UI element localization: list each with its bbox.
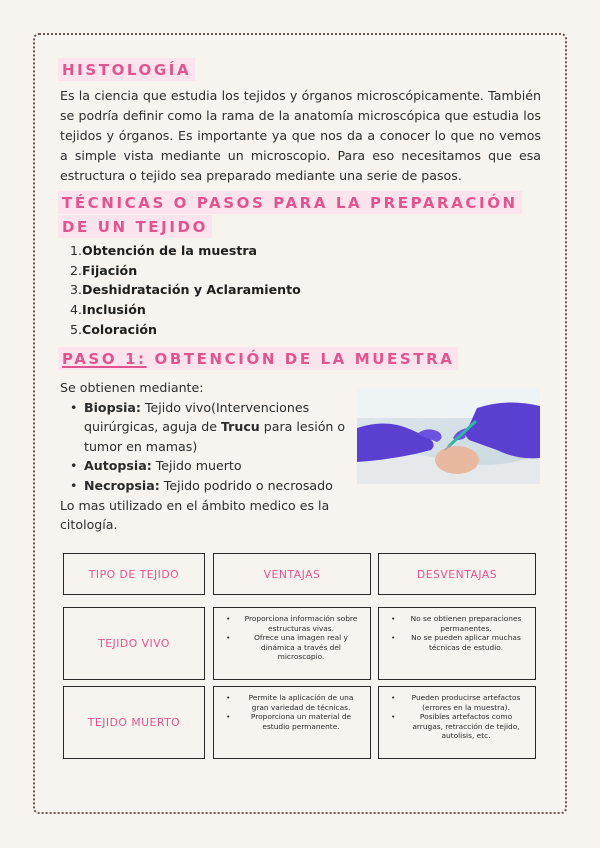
bullet-necropsia: • Necropsia: Tejido podrido o necrosado (70, 477, 333, 493)
step-item: 5.Coloración (70, 321, 158, 337)
paso1-intro: Se obtienen mediante: (60, 380, 204, 395)
heading-histologia: HISTOLOGÍA (58, 58, 195, 81)
header-tipo-de-tejido: TIPO DE TEJIDO (63, 553, 205, 595)
step-item: 2.Fijación (70, 262, 138, 278)
list-item: • No se pueden aplicar muchas técnicas de estudio. (391, 633, 521, 652)
row2-ventajas (213, 686, 371, 759)
list-item: • Ofrece una imagen real y dinámica a través del microscopio. (226, 633, 348, 662)
bullet-biopsia: • Biopsia: Tejido vivo(Intervenciones quirúrgicas, aguja de Trucu para lesión o tumor en mamas) (70, 400, 346, 454)
step-item: 4.Inclusión (70, 302, 146, 318)
header-ventajas: VENTAJAS (213, 553, 371, 595)
list-item: • No se obtienen preparaciones permanentes. (391, 614, 522, 633)
biopsy-photo-illustration (357, 388, 540, 484)
row2-desventajas (378, 686, 536, 759)
bullet-autopsia: • Autopsia: Tejido muerto (70, 458, 242, 474)
paso1-label: PASO 1: (62, 350, 147, 368)
intro-paragraph: Es la ciencia que estudia los tejidos y órganos microscópicamente. También se podría definir como la rama de la anatomía microscópica que estudia los tejidos y órganos. Es importante ya que nos da a conocer lo que no vemos a simple vista mediante un microscopio. Para eso necesitamos que esa estructura o tejido sea preparado mediante una serie de pasos. (60, 88, 541, 183)
paso1-closing: Lo mas utilizado en el ámbito medico es la citología. (60, 498, 330, 532)
heading-paso1: PASO 1: OBTENCIÓN DE LA MUESTRA (58, 347, 458, 370)
row-label-tejido-vivo: TEJIDO VIVO (63, 607, 205, 680)
heading-tecnicas-line1: TÉCNICAS O PASOS PARA LA PREPARACIÓN (58, 191, 522, 214)
row1-ventajas (213, 607, 371, 680)
list-item: • Posibles artefactos como arrugas, retracción de tejido, autolisis, etc. (391, 712, 520, 741)
row1-desventajas (378, 607, 536, 680)
step-item: 1.Obtención de la muestra (70, 243, 258, 258)
header-desventajas: DESVENTAJAS (378, 553, 536, 595)
list-item: • Pueden producirse artefactos (errores en la muestra). (391, 693, 521, 712)
step-item: 3.Deshidratación y Aclaramiento (70, 282, 301, 298)
steps-list (70, 241, 301, 340)
list-item: • Proporciona información sobre estructuras vivas. (226, 614, 358, 633)
biopsy-photo (357, 388, 540, 484)
list-item: • Proporciona un material de estudio permanente. (226, 712, 352, 731)
heading-tecnicas-line2: DE UN TEJIDO (58, 215, 212, 238)
methods-list (70, 398, 350, 495)
row-label-tejido-muerto: TEJIDO MUERTO (63, 686, 205, 759)
list-item: • Permite la aplicación de una gran variedad de técnicas. (226, 693, 354, 712)
